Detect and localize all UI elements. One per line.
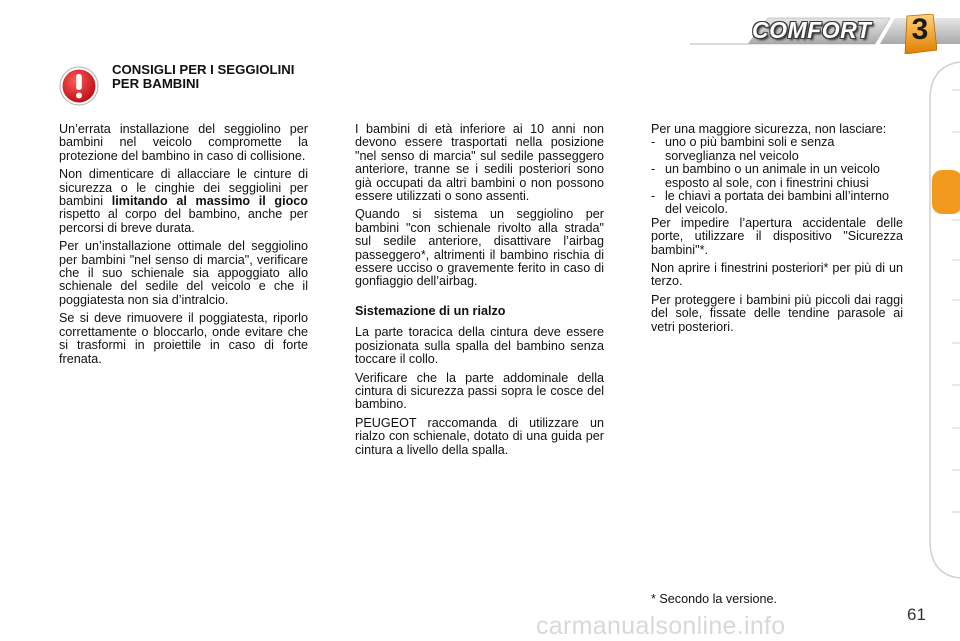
subheading: Sistemazione di un rialzo <box>355 303 506 318</box>
paragraph: Non dimenticare di allacciare le cinture di sicurezza o le cinghie dei seggiolini per bambini limitando al massimo il gioco rispetto al corpo del bambino, anche per percorsi di breve durata. <box>59 167 308 235</box>
page-number: 61 <box>907 605 926 624</box>
chapter-title: COMFORT <box>752 17 872 43</box>
paragraph: PEUGEOT raccomanda di utilizzare un rialzo con schienale, dotato di una guida per cintura a livello della spalla. <box>355 415 604 457</box>
paragraph: Se si deve rimuovere il poggiatesta, riporlo correttamente o bloccarlo, onde evitare che si trasformi in proiettile in caso di forte frenata. <box>59 311 308 366</box>
paragraph: Un’errata installazione del seggiolino per bambini nel veicolo compromette la protezione del bambino in caso di collisione. <box>59 122 308 163</box>
exclamation-circle-icon <box>59 66 99 106</box>
paragraph: Per proteggere i bambini più piccoli dai raggi del sole, fissate delle tendine parasole ai vetri posteriori. <box>651 292 903 334</box>
text-column-1 <box>59 123 308 371</box>
paragraph: Per impedire l’apertura accidentale delle porte, utilizzare il dispositivo "Sicurezza bambini"*. <box>651 215 903 257</box>
list-item: - un bambino o un animale in un veicolo esposto al sole, con i finestrini chiusi <box>651 162 880 190</box>
paragraph: La parte toracica della cintura deve essere posizionata sulla spalla del bambino senza toccare il collo. <box>355 325 604 367</box>
text-column-3 <box>651 123 903 339</box>
paragraph: I bambini di età inferiore ai 10 anni non devono essere trasportati nella posizione "nel senso di marcia" sul sedile passeggero anteriore, tranne se i sedili posteriori sono già occupati da altri bambini o non possono essere utilizzati o sono assenti. <box>355 122 604 204</box>
paragraph: Per una maggiore sicurezza, non lasciare: <box>651 122 887 136</box>
emphasis-text: limitando al massimo il gioco <box>111 194 308 209</box>
paragraph: Per un’installazione ottimale del seggiolino per bambini "nel senso di marcia", verificare che il suo schienale sia appoggiato allo schienale del sedile del veicolo e che il poggiatesta non sia d’intralcio. <box>59 239 308 307</box>
list-item: - le chiavi a portata dei bambini all’interno del veicolo. <box>651 189 890 217</box>
footnote: * Secondo la versione. <box>651 592 778 606</box>
paragraph: Quando si sistema un seggiolino per bambini "con schienale rivolto alla strada" sul sedile anteriore, disattivare l’airbag passeggero*, altrimenti il bambino rischia di essere ucciso o gravemente ferito in caso di gonfiaggio dell’airbag. <box>355 207 604 289</box>
watermark: carmanualsonline.info <box>536 612 786 640</box>
paragraph: Verificare che la parte addominale della cintura di sicurezza passi sopra le cosce del bambino. <box>355 370 604 412</box>
chapter-side-tabs[interactable] <box>922 60 960 580</box>
paragraph: Non aprire i finestrini posteriori* per più di un terzo. <box>651 261 903 289</box>
list-item: - uno o più bambini soli e senza sorveglianza nel veicolo <box>651 135 835 163</box>
section-title: CONSIGLI PER I SEGGIOLINI PER BAMBINI <box>112 62 295 91</box>
text-column-2 <box>355 123 604 462</box>
chapter-number: 3 <box>911 13 929 46</box>
